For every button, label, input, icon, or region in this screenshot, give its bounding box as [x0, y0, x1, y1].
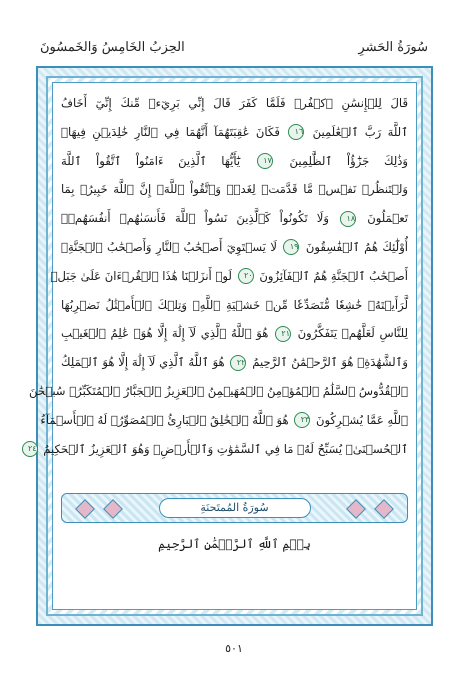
verse-line-10 — [61, 348, 408, 377]
verse-text: ٱللَّهَ رَبَّ ٱلۡعَٰلَمِينَ — [312, 124, 409, 139]
verse-text: وَذَٰلِكَ جَزَٰٓؤُاْ ٱلظَّٰلِمِينَ — [289, 153, 409, 168]
verse-line-11 — [29, 377, 408, 406]
verse-line-12 — [40, 406, 408, 435]
verse-line-8 — [61, 291, 408, 320]
page-border — [27, 66, 433, 626]
verse-line-1 — [61, 89, 408, 118]
page-number: ٥٠١ — [225, 642, 243, 655]
ayah-number-marker: ٢٢ — [230, 355, 246, 371]
verse-text: أَصۡحَٰبُ ٱلۡجَنَّةِ هُمُ ٱلۡفَآئِزُونَ — [259, 268, 408, 283]
surah-name-header: سُورَةُ الحَشرِ — [358, 39, 428, 55]
page-header — [40, 34, 428, 60]
verse-line-6 — [61, 233, 408, 262]
verse-text: وَلَا تَكُونُواْ كَٱلَّذِينَ نَسُواْ ٱللَّهَ فَأَنسَىٰهُمۡ أَنفُسَهُمۡۚ — [61, 211, 330, 226]
ornament-left-icon — [103, 499, 123, 519]
ornament-right-icon — [374, 499, 394, 519]
verse-line-13 — [27, 435, 408, 464]
verse-line-3 — [61, 147, 408, 176]
ayah-number-marker: ٢١ — [275, 326, 291, 342]
verse-text: ٱلۡحُسۡنَىٰۚ يُسَبِّحُ لَهُۥ مَا فِي ٱلسَّمَٰوَٰتِ وَٱلۡأَرۡضِۖ وَهُوَ ٱلۡعَزِيزُ ٱلۡحَكِيمُ — [43, 441, 408, 456]
surah-title: سُورَةُ المُمتَحنَةِ — [159, 498, 311, 518]
verse-text: لَّرَأَيۡتَهُۥ خَٰشِعٗا مُّتَصَدِّعٗا مِّنۡ خَشۡيَةِ ٱللَّهِۚ وَتِلۡكَ ٱلۡأَمۡثَٰلُ نَضۡرِبُهَا — [61, 297, 408, 312]
text-area — [27, 82, 417, 610]
ayah-number-marker: ١٦ — [288, 124, 304, 140]
verse-text: لَا يَسۡتَوِيٓ أَصۡحَٰبُ ٱلنَّارِ وَأَصۡحَٰبُ ٱلۡجَنَّةِۚ — [61, 239, 277, 254]
verse-text: ٱلۡقُدُّوسُ ٱلسَّلَٰمُ ٱلۡمُؤۡمِنُ ٱلۡمُهَيۡمِنُ ٱلۡعَزِيزُ ٱلۡجَبَّارُ ٱلۡمُتَكَبِّرُۚ سُبۡحَٰنَ — [29, 383, 408, 398]
verses-block — [27, 89, 409, 463]
verse-text: هُوَ ٱللَّهُ ٱلۡخَٰلِقُ ٱلۡبَارِئُ ٱلۡمُصَوِّرُۖ لَهُ ٱلۡأَسۡمَآءُ — [40, 412, 289, 427]
verse-line-7 — [50, 262, 408, 291]
verse-line-5 — [61, 204, 408, 233]
verse-line-4 — [61, 175, 408, 204]
verse-text: يَٰٓأَيُّهَا ٱلَّذِينَ ءَامَنُواْ ٱتَّقُواْ ٱللَّهَ — [61, 153, 241, 168]
verse-line-2 — [61, 118, 408, 147]
basmala: بِسۡمِ ٱللَّهِ ٱلرَّحۡمَٰنِ ٱلرَّحِيمِ — [158, 537, 311, 551]
verse-text: هُوَ ٱللَّهُ ٱلَّذِي لَآ إِلَٰهَ إِلَّا هُوَۖ عَٰلِمُ ٱلۡغَيۡبِ — [61, 326, 269, 341]
ayah-number-marker: ٢٠ — [238, 268, 254, 284]
verse-text: لَوۡ أَنزَلۡنَا هَٰذَا ٱلۡقُرۡءَانَ عَلَىٰ جَبَلٖ — [50, 268, 232, 283]
surah-banner — [61, 493, 408, 523]
ayah-number-marker: ٢٤ — [22, 441, 38, 457]
ornament-right-icon — [346, 499, 366, 519]
ayah-number-marker: ١٧ — [257, 153, 273, 169]
ornament-left-icon — [75, 499, 95, 519]
verse-line-9 — [61, 319, 408, 348]
verse-text: أُوْلَٰٓئِكَ هُمُ ٱلۡفَٰسِقُونَ — [305, 239, 409, 254]
hizb-label: الحِزبُ الخَامِسُ وَالخَمسُونَ — [40, 39, 185, 55]
verse-text: وَلۡتَنظُرۡ نَفۡسٞ مَّا قَدَّمَتۡ لِغَدٖۖ وَٱتَّقُواْ ٱللَّهَۚ إِنَّ ٱللَّهَ خَبِيرُۢ بِمَا — [61, 182, 408, 197]
verse-text: لِلنَّاسِ لَعَلَّهُمۡ يَتَفَكَّرُونَ — [297, 326, 408, 341]
verse-text: وَٱلشَّهَٰدَةِۖ هُوَ ٱلرَّحۡمَٰنُ ٱلرَّحِيمُ — [252, 355, 409, 370]
ayah-number-marker: ١٨ — [340, 211, 356, 227]
ayah-number-marker: ٢٣ — [294, 412, 310, 428]
verse-text: قَالَ لِلۡإِنسَٰنِ ٱكۡفُرۡ فَلَمَّا كَفَرَ قَالَ إِنِّي بَرِيٓءٞ مِّنكَ إِنِّيٓ أَخَافُ — [61, 96, 408, 110]
verse-text: تَعۡمَلُونَ — [367, 211, 409, 226]
verse-text: ٱللَّهِ عَمَّا يُشۡرِكُونَ — [315, 412, 408, 427]
verse-text: هُوَ ٱللَّهُ ٱلَّذِي لَآ إِلَٰهَ إِلَّا هُوَ ٱلۡمَلِكُ — [61, 355, 225, 370]
page-border-inner — [27, 76, 423, 616]
verse-text: فَكَانَ عَٰقِبَتَهُمَآ أَنَّهُمَا فِي ٱلنَّارِ خَٰلِدَيۡنِ فِيهَاۚ — [61, 124, 280, 139]
ayah-number-marker: ١٩ — [283, 239, 299, 255]
